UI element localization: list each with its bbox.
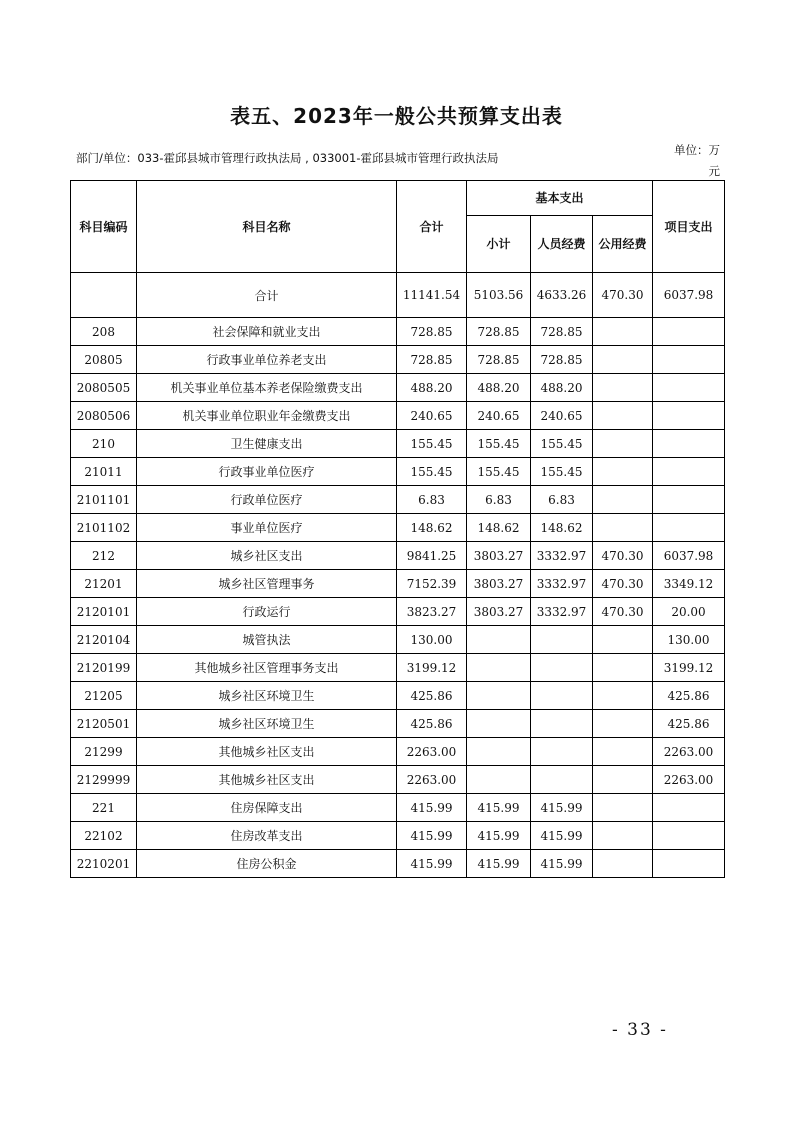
cell-project: 6037.98 xyxy=(653,542,725,570)
table-row xyxy=(71,273,725,318)
cell-subtotal: 155.45 xyxy=(467,430,531,458)
cell-personnel: 415.99 xyxy=(531,794,593,822)
cell-public xyxy=(593,794,653,822)
cell-public: 470.30 xyxy=(593,542,653,570)
cell-project xyxy=(653,374,725,402)
page-title: 表五、2023年一般公共预算支出表 xyxy=(230,104,563,128)
cell-personnel xyxy=(531,654,593,682)
cell-code: 20805 xyxy=(71,346,137,374)
cell-public xyxy=(593,822,653,850)
cell-total: 240.65 xyxy=(397,402,467,430)
cell-total: 415.99 xyxy=(397,850,467,878)
cell-name: 社会保障和就业支出 xyxy=(137,318,397,346)
cell-code: 2080505 xyxy=(71,374,137,402)
cell-project xyxy=(653,822,725,850)
cell-public xyxy=(593,738,653,766)
cell-public xyxy=(593,458,653,486)
cell-personnel: 3332.97 xyxy=(531,598,593,626)
cell-project xyxy=(653,430,725,458)
cell-name: 行政事业单位医疗 xyxy=(137,458,397,486)
header-project: 项目支出 xyxy=(653,181,725,273)
unit-label xyxy=(660,140,720,182)
cell-total: 2263.00 xyxy=(397,738,467,766)
table-row xyxy=(71,710,725,738)
cell-total: 6.83 xyxy=(397,486,467,514)
cell-name: 其他城乡社区支出 xyxy=(137,766,397,794)
cell-code: 2101101 xyxy=(71,486,137,514)
cell-subtotal: 240.65 xyxy=(467,402,531,430)
cell-public xyxy=(593,486,653,514)
cell-code: 21011 xyxy=(71,458,137,486)
cell-total: 9841.25 xyxy=(397,542,467,570)
cell-name: 行政事业单位养老支出 xyxy=(137,346,397,374)
table-row xyxy=(71,430,725,458)
cell-total: 425.86 xyxy=(397,710,467,738)
cell-personnel: 415.99 xyxy=(531,822,593,850)
header-public: 公用经费 xyxy=(593,216,653,273)
cell-personnel: 728.85 xyxy=(531,318,593,346)
cell-name: 其他城乡社区管理事务支出 xyxy=(137,654,397,682)
cell-project: 3199.12 xyxy=(653,654,725,682)
cell-subtotal: 488.20 xyxy=(467,374,531,402)
table-row xyxy=(71,570,725,598)
cell-subtotal: 728.85 xyxy=(467,318,531,346)
table-row xyxy=(71,402,725,430)
cell-project xyxy=(653,318,725,346)
cell-subtotal: 6.83 xyxy=(467,486,531,514)
cell-personnel: 3332.97 xyxy=(531,570,593,598)
cell-public xyxy=(593,514,653,542)
cell-name: 机关事业单位职业年金缴费支出 xyxy=(137,402,397,430)
cell-code: 2101102 xyxy=(71,514,137,542)
cell-project: 2263.00 xyxy=(653,738,725,766)
cell-public xyxy=(593,346,653,374)
cell-code: 2120199 xyxy=(71,654,137,682)
cell-personnel xyxy=(531,738,593,766)
cell-personnel: 6.83 xyxy=(531,486,593,514)
table-row xyxy=(71,682,725,710)
table-row xyxy=(71,654,725,682)
cell-code: 22102 xyxy=(71,822,137,850)
cell-personnel: 3332.97 xyxy=(531,542,593,570)
cell-subtotal xyxy=(467,682,531,710)
cell-code: 2210201 xyxy=(71,850,137,878)
cell-project: 425.86 xyxy=(653,710,725,738)
cell-public xyxy=(593,682,653,710)
cell-personnel: 488.20 xyxy=(531,374,593,402)
cell-code: 208 xyxy=(71,318,137,346)
cell-name: 机关事业单位基本养老保险缴费支出 xyxy=(137,374,397,402)
cell-project xyxy=(653,458,725,486)
cell-name: 城乡社区环境卫生 xyxy=(137,682,397,710)
cell-project xyxy=(653,346,725,374)
cell-subtotal: 3803.27 xyxy=(467,570,531,598)
cell-name: 住房改革支出 xyxy=(137,822,397,850)
cell-name: 其他城乡社区支出 xyxy=(137,738,397,766)
cell-name: 行政运行 xyxy=(137,598,397,626)
cell-subtotal xyxy=(467,654,531,682)
cell-subtotal: 415.99 xyxy=(467,794,531,822)
table-row xyxy=(71,850,725,878)
cell-name: 住房保障支出 xyxy=(137,794,397,822)
cell-project xyxy=(653,486,725,514)
cell-subtotal xyxy=(467,766,531,794)
cell-code: 212 xyxy=(71,542,137,570)
cell-name: 城管执法 xyxy=(137,626,397,654)
cell-total: 155.45 xyxy=(397,458,467,486)
header-total: 合计 xyxy=(397,181,467,273)
table-row xyxy=(71,486,725,514)
cell-name: 行政单位医疗 xyxy=(137,486,397,514)
cell-subtotal: 155.45 xyxy=(467,458,531,486)
cell-total: 728.85 xyxy=(397,318,467,346)
page-number: - 33 - xyxy=(612,1020,668,1040)
cell-personnel xyxy=(531,710,593,738)
cell-total: 488.20 xyxy=(397,374,467,402)
cell-subtotal: 415.99 xyxy=(467,850,531,878)
cell-public xyxy=(593,710,653,738)
cell-total: 425.86 xyxy=(397,682,467,710)
table-row xyxy=(71,374,725,402)
cell-personnel: 155.45 xyxy=(531,458,593,486)
cell-public: 470.30 xyxy=(593,570,653,598)
cell-name: 住房公积金 xyxy=(137,850,397,878)
cell-name: 城乡社区管理事务 xyxy=(137,570,397,598)
table-row xyxy=(71,598,725,626)
cell-public xyxy=(593,626,653,654)
table-row xyxy=(71,822,725,850)
cell-total: 728.85 xyxy=(397,346,467,374)
cell-personnel xyxy=(531,766,593,794)
cell-code: 21201 xyxy=(71,570,137,598)
cell-project: 130.00 xyxy=(653,626,725,654)
table-row xyxy=(71,346,725,374)
cell-code: 2120501 xyxy=(71,710,137,738)
cell-total: 155.45 xyxy=(397,430,467,458)
table-row xyxy=(71,514,725,542)
cell-personnel: 155.45 xyxy=(531,430,593,458)
cell-total: 130.00 xyxy=(397,626,467,654)
cell-name: 事业单位医疗 xyxy=(137,514,397,542)
cell-code: 221 xyxy=(71,794,137,822)
cell-public xyxy=(593,766,653,794)
cell-project: 20.00 xyxy=(653,598,725,626)
cell-public xyxy=(593,374,653,402)
cell-code: 2120101 xyxy=(71,598,137,626)
cell-code: 2120104 xyxy=(71,626,137,654)
cell-project: 3349.12 xyxy=(653,570,725,598)
cell-subtotal: 3803.27 xyxy=(467,598,531,626)
cell-personnel: 415.99 xyxy=(531,850,593,878)
cell-personnel xyxy=(531,682,593,710)
cell-name: 卫生健康支出 xyxy=(137,430,397,458)
cell-total: 3199.12 xyxy=(397,654,467,682)
cell-personnel: 240.65 xyxy=(531,402,593,430)
cell-total: 11141.54 xyxy=(397,273,467,318)
cell-project xyxy=(653,514,725,542)
cell-project: 2263.00 xyxy=(653,766,725,794)
cell-public xyxy=(593,850,653,878)
table-row xyxy=(71,766,725,794)
cell-public xyxy=(593,318,653,346)
cell-name: 城乡社区环境卫生 xyxy=(137,710,397,738)
table-row xyxy=(71,458,725,486)
header-basic: 基本支出 xyxy=(467,181,653,216)
cell-total: 3823.27 xyxy=(397,598,467,626)
cell-subtotal xyxy=(467,738,531,766)
cell-subtotal: 415.99 xyxy=(467,822,531,850)
cell-personnel: 148.62 xyxy=(531,514,593,542)
header-code: 科目编码 xyxy=(71,181,137,273)
cell-public xyxy=(593,654,653,682)
cell-subtotal: 728.85 xyxy=(467,346,531,374)
department-line: 部门/单位：033-霍邱县城市管理行政执法局 , 033001-霍邱县城市管理行政执法局 xyxy=(76,151,499,165)
cell-public: 470.30 xyxy=(593,598,653,626)
cell-project xyxy=(653,402,725,430)
cell-project xyxy=(653,850,725,878)
cell-project: 6037.98 xyxy=(653,273,725,318)
cell-personnel: 4633.26 xyxy=(531,273,593,318)
table-row xyxy=(71,794,725,822)
cell-total: 415.99 xyxy=(397,822,467,850)
cell-code: 210 xyxy=(71,430,137,458)
cell-code: 21205 xyxy=(71,682,137,710)
unit-label-line1: 单位：万 xyxy=(674,143,720,157)
cell-public xyxy=(593,402,653,430)
table-row xyxy=(71,626,725,654)
header-subtotal: 小计 xyxy=(467,216,531,273)
cell-subtotal xyxy=(467,626,531,654)
cell-subtotal: 5103.56 xyxy=(467,273,531,318)
cell-code: 2129999 xyxy=(71,766,137,794)
cell-project: 425.86 xyxy=(653,682,725,710)
cell-public xyxy=(593,430,653,458)
budget-expenditure-table xyxy=(70,180,725,878)
cell-code xyxy=(71,273,137,318)
cell-subtotal: 3803.27 xyxy=(467,542,531,570)
cell-personnel xyxy=(531,626,593,654)
table-row xyxy=(71,542,725,570)
cell-subtotal xyxy=(467,710,531,738)
cell-name: 城乡社区支出 xyxy=(137,542,397,570)
cell-project xyxy=(653,794,725,822)
cell-subtotal: 148.62 xyxy=(467,514,531,542)
table-row xyxy=(71,738,725,766)
cell-code: 21299 xyxy=(71,738,137,766)
header-personnel: 人员经费 xyxy=(531,216,593,273)
table-row xyxy=(71,318,725,346)
cell-code: 2080506 xyxy=(71,402,137,430)
cell-public: 470.30 xyxy=(593,273,653,318)
cell-total: 2263.00 xyxy=(397,766,467,794)
table-body xyxy=(71,273,725,878)
unit-label-line2: 元 xyxy=(708,164,720,178)
cell-total: 148.62 xyxy=(397,514,467,542)
cell-personnel: 728.85 xyxy=(531,346,593,374)
header-name: 科目名称 xyxy=(137,181,397,273)
cell-total: 7152.39 xyxy=(397,570,467,598)
cell-name: 合计 xyxy=(137,273,397,318)
cell-total: 415.99 xyxy=(397,794,467,822)
